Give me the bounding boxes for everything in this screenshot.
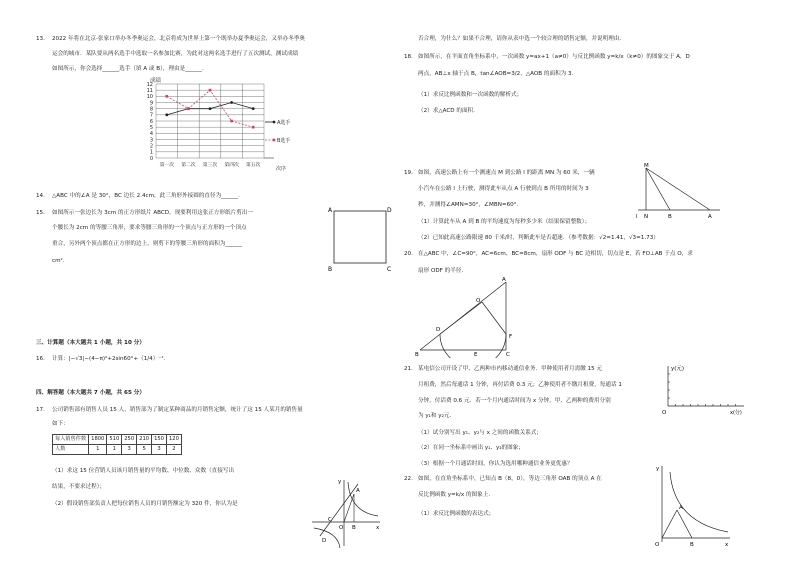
- q19-fig-n: N: [644, 214, 649, 220]
- chart-xtick-label: 第一次: [159, 163, 175, 168]
- q20-fig-f: F: [509, 334, 513, 340]
- q20-number: 20.: [404, 251, 413, 257]
- q17-fig-c: C: [328, 517, 332, 523]
- q19-fig-m: M: [644, 163, 649, 169]
- section-3-heading: 三、计算题（本大题共 1 小题，共 10 分）: [36, 340, 145, 346]
- q17-fig-d: D: [322, 538, 327, 544]
- chart-ytick-label: 2: [149, 143, 153, 150]
- chart-ytick-label: 8: [149, 106, 153, 113]
- q19-line-4: （1）计算此车从 A 到 B 的平均速度为每秒多少米（结果保留整数）；: [418, 219, 591, 225]
- q22-line-2: 反比例函数 y=k/x 的图象上.: [418, 492, 491, 498]
- q17-sub1-line-2: 结果，不要求过程）；: [52, 484, 106, 490]
- chart-point: [187, 107, 190, 110]
- table-header-cell: 每人销售件数: [53, 435, 89, 445]
- q15-square-figure: [324, 204, 394, 274]
- table-cell: 2: [166, 445, 181, 455]
- q13-number: 13.: [36, 36, 45, 42]
- q20-fig-c: C: [506, 352, 510, 358]
- q17-line-2: 如下：: [52, 421, 69, 427]
- q21-line-2: 月租费，然后每通话 1 分钟，再付话费 0.3 元；乙种使用者不缴月租费，每通话 1: [418, 382, 622, 388]
- q13-line-1: 2022 年将在北京-张家口举办冬季奥运会，北京将成为世界上第一个既举办夏季奥运会，又举办冬季奥: [52, 36, 305, 42]
- chart-point: [252, 126, 255, 129]
- q17-sub1-line-1: （1）求这 15 位营销人员该月销售量的平均数、中位数、众数（直接写出: [52, 468, 235, 474]
- chart-legend-label: B选手: [277, 138, 291, 144]
- q21-line-5: （1）试分别写出 y₁、y₂与 x 之间的函数关系式；: [418, 430, 542, 436]
- chart-ytick-label: 5: [149, 124, 153, 131]
- table-header-cell: 150: [152, 435, 167, 445]
- chart-ytick-label: 6: [149, 118, 153, 125]
- q19-line-2: 小汽车在公路 l 上行驶，测得此车从点 A 行驶到点 B 所用的时间为 3: [418, 186, 589, 192]
- chart-xtick-label: 第四次: [224, 163, 239, 168]
- q19-line-1: 如图，高速公路上有一个测速点 M 到公路 l 的距离 MN 为 60 米，一辆: [418, 170, 595, 176]
- q17-function-figure: [308, 476, 384, 550]
- q21-number: 21.: [404, 366, 413, 372]
- q21-fig-x: x(分): [730, 410, 742, 416]
- q13-line-3: 如图所示，你会选择______选手（填 A 或 B），理由是______.: [52, 66, 204, 72]
- q20-fig-o: O: [476, 298, 481, 304]
- q14-number: 14.: [36, 193, 45, 199]
- table-row: [53, 445, 182, 455]
- q22-fig-o: O: [655, 542, 660, 548]
- q18-line-2: 两点，AB⊥x 轴于点 B，tan∠AOB=3/2，△AOB 的面积为 3.: [418, 71, 574, 77]
- q22-fig-b: B: [690, 542, 694, 548]
- q15-line-3: 重合，另外两个顶点都在正方形的边上，则剪下的等腰三角形的面积为______: [52, 241, 243, 247]
- q21-line-3: 分钟，付话费 0.6 元．若一个月内通话时间为 x 分钟，甲、乙两种的费用分别: [418, 398, 611, 404]
- q22-triangle-figure: [652, 462, 734, 548]
- q20-line-2: 扇形 ODF 的半径.: [418, 268, 464, 274]
- q17-fig-o: O: [339, 525, 344, 531]
- chart-xlabel: 次序: [276, 166, 287, 172]
- table-header-cell: 1800: [89, 435, 107, 445]
- chart-ylabel: 成绩: [150, 78, 162, 84]
- q21-fig-y: y(元): [671, 366, 685, 372]
- q20-triangle-figure: [412, 276, 522, 358]
- chart-point: [166, 95, 169, 98]
- q21-axes-figure: [660, 362, 752, 418]
- q19-line-5: （2）已知此高速公路限速 80 千米/时，判断此车是否超速．（参考数据：√2=1.41，√3=1.73）: [418, 235, 659, 241]
- q17-fig-a: A: [356, 488, 360, 494]
- q21-fig-o: O: [662, 410, 667, 416]
- table-row: [53, 435, 182, 445]
- q20-line-1: 在△ABC 中，∠C=90°，AC=6cm，BC=8cm，扇形 ODF 与 BC 边相切，切点是 E，若 FO⊥AB 于点 O，求: [418, 251, 693, 257]
- chart-point: [165, 113, 168, 116]
- q16-text: 计算：|−√3|−(4−π)⁰+2sin60°+（1/4）⁻¹.: [52, 356, 166, 362]
- q17-fig-b: B: [352, 525, 356, 531]
- table-row-label: 人数: [53, 445, 89, 455]
- q20-fig-d: D: [436, 327, 441, 333]
- chart-ytick-label: 7: [149, 112, 153, 119]
- q18-line-1: 如图所示，在平面直角坐标系中，一次函数 y=ax+1（a≠0）与反比例函数 y=k/x（k≠0）的图象交于 A，D: [418, 54, 690, 60]
- chart-xtick-label: 第二次: [181, 163, 196, 168]
- chart-legend-marker: [273, 121, 276, 124]
- chart-xtick-label: 第三次: [202, 163, 218, 168]
- q19-number: 19.: [404, 170, 413, 176]
- chart-xtick-label: 第五次: [245, 163, 261, 168]
- q15-label-b: B: [328, 266, 333, 273]
- q22-number: 22.: [404, 476, 413, 482]
- q17-continued: 否合理，为什么？如果不合理，请你从表中选一个较合理的销售定额，并说明理由．: [418, 36, 625, 42]
- q20-fig-a: A: [502, 277, 506, 283]
- table-cell: 3: [152, 445, 167, 455]
- table-header-cell: 210: [137, 435, 152, 445]
- q18-line-3: （1）求反比例函数和一次函数的解析式；: [418, 92, 523, 98]
- chart-ytick-label: 4: [149, 131, 153, 138]
- q19-fig-l: l: [636, 214, 638, 220]
- chart-ytick-label: 11: [146, 87, 153, 94]
- q17-fig-x: x: [376, 525, 380, 531]
- chart-ytick-label: 12: [146, 81, 153, 88]
- q22-fig-y: y: [656, 466, 660, 472]
- q19-line-3: 秒，并测得∠AMN=30°，∠MBN=60°.: [418, 202, 519, 208]
- table-header-cell: 250: [122, 435, 137, 445]
- q13-line-chart: [138, 76, 298, 174]
- table-cell: 3: [122, 445, 137, 455]
- chart-legend-marker: [273, 139, 276, 142]
- q17-sub2: （2）假设销售部负责人把每位销售人员的月销售额定为 320 件，你认为是: [52, 501, 238, 507]
- table-header-cell: 120: [166, 435, 181, 445]
- q22-fig-a: A: [679, 505, 683, 511]
- q22-line-1: 如图，在直角坐标系中，已知点 B（8，0），等边三角形 OAB 的顶点 A 在: [418, 476, 602, 482]
- q13-line-2: 运会的城市．某队要从两名选手中选取一名参加比赛，为此对这两名选手进行了五次测试，测试成绩: [52, 51, 299, 57]
- q20-fig-b: B: [415, 352, 419, 358]
- q15-line-1: 如图所示一张边长为 3cm 的正方形纸片 ABCD，现要利用这张正方形纸片剪出一: [52, 210, 254, 216]
- chart-legend-label: A选手: [277, 120, 291, 126]
- q18-line-4: （2）求△ACD 的面积.: [418, 108, 475, 114]
- chart-point: [230, 120, 233, 123]
- q21-line-4: 为 y₁和 y₂元.: [418, 413, 452, 419]
- chart-point: [252, 107, 255, 110]
- q17-number: 17.: [36, 407, 45, 413]
- q19-speed-figure: [632, 162, 724, 220]
- q18-number: 18.: [404, 54, 413, 60]
- q15-label-d: D: [387, 207, 392, 214]
- q21-line-1: 某电信公司开设了甲、乙两种市内移动通信业务．甲种使用者月需缴 15 元: [418, 366, 603, 372]
- q15-line-4: cm².: [52, 258, 65, 264]
- q15-line-2: 个腰长为 2cm 的等腰三角形，要求等腰三角形的一个顶点与正方形的一个顶点: [52, 225, 247, 231]
- chart-ytick-label: 3: [149, 137, 153, 144]
- q15-number: 15.: [36, 210, 45, 216]
- q15-label-c: C: [387, 266, 392, 273]
- section-4-heading: 四、解答题（本大题共 7 小题，共 65 分）: [36, 390, 145, 396]
- q15-label-a: A: [328, 207, 333, 214]
- chart-point: [209, 89, 212, 92]
- q17-fig-y: y: [338, 479, 342, 485]
- chart-ytick-label: 10: [146, 94, 153, 101]
- chart-ytick-label: 1: [149, 149, 153, 156]
- chart-point: [209, 107, 212, 110]
- chart-ytick-label: 0: [149, 155, 153, 162]
- q22-fig-x: x: [725, 542, 729, 548]
- q20-fig-e: E: [474, 352, 478, 358]
- q22-line-3: （1）求反比例函数的表达式；: [418, 511, 495, 517]
- table-cell: 1: [107, 445, 122, 455]
- chart-point: [230, 101, 233, 104]
- q17-line-1: 公司销售部有销售人员 15 人，销售部为了制定某种商品的月销售定额，统计了这 15 人某月的销售量: [52, 407, 303, 413]
- table-header-cell: 510: [107, 435, 122, 445]
- table-cell: 1: [89, 445, 107, 455]
- q19-fig-a: A: [708, 214, 712, 220]
- q21-line-6: （2）在同一坐标系中画出 y₁、y₂的图象；: [418, 445, 524, 451]
- q19-fig-b: B: [668, 214, 672, 220]
- q17-sales-table: [52, 434, 182, 455]
- q21-line-7: （3）根据一个月通话时间，你认为选用哪种通信业务更优惠？: [418, 461, 573, 467]
- table-cell: 5: [137, 445, 152, 455]
- q14-text: △ABC 中的∠A 是 30°，BC 边长 2.4cm，此三角形外接圆的直径为______.: [52, 193, 240, 199]
- q16-number: 16.: [36, 356, 45, 362]
- chart-ytick-label: 9: [149, 100, 153, 107]
